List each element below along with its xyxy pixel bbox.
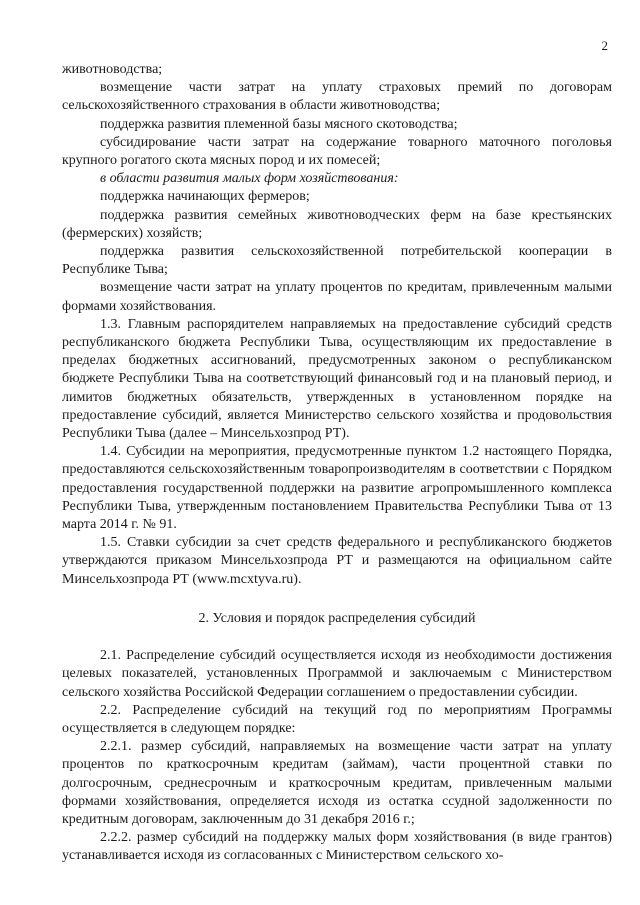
clause-2-1: 2.1. Распределение субсидий осуществляется исходя из необходимости достижения целевых показателей, установленных Программой и заключаемым с Министерством сельского хозяйства Российской Федерации соглашением о предоставлении субсидии. xyxy=(62,648,612,700)
clause-1-5: 1.5. Ставки субсидии за счет средств федерального и республиканского бюджетов утверждаются приказом Минсельхозпрода РТ и размещаются на официальном сайте Минсельхозпрода РТ (www.mcxtyva.ru). xyxy=(62,535,612,587)
clause-1-4: 1.4. Субсидии на мероприятия, предусмотренные пунктом 1.2 настоящего Порядка, предоставляются сельскохозяйственным товаропроизводителям в соответствии с Порядком предоставления государственной поддержки на развитие агропромышленного комплекса Республики Тыва, утвержденным постановлением Правительства Республики Тыва от 13 марта 2014 г. № 91. xyxy=(62,444,612,533)
clause-2-2: 2.2. Распределение субсидий на текущий год по мероприятиям Программы осуществляется в следующем порядке: xyxy=(62,702,612,736)
list-item-cooperation: поддержка развития сельскохозяйственной потребительской кооперации в Республике Тыва; xyxy=(62,244,612,278)
list-item-beginning-farmers: поддержка начинающих фермеров; xyxy=(100,189,310,205)
list-item-loan-interest: возмещение части затрат на уплату процентов по кредитам, привлеченным малыми формами хозяйствования. xyxy=(62,280,612,314)
document-body xyxy=(62,61,612,866)
clause-1-3: 1.3. Главным распорядителем направляемых на предоставление субсидий средств республиканского бюджета Республики Тыва, осуществляющим их предоставление в пределах бюджетных ассигнований, предусмотренных законом о республиканском бюджете Республики Тыва на соответствующий финансовый год и на плановый период, и лимитов бюджетных обязательств, утвержденных в установленном порядке на предоставление субсидий, является Министерство сельского хозяйства и продовольствия Республики Тыва (далее – Минсельхозпрод РТ). xyxy=(62,316,612,442)
page-number: 2 xyxy=(601,38,608,53)
list-item-family-farms: поддержка развития семейных животноводческих ферм на базе крестьянских (фермерских) хозяйств; xyxy=(62,207,612,241)
list-item-insurance-premiums: возмещение части затрат на уплату страховых премий по договорам сельскохозяйственного страхования в области животноводства; xyxy=(62,80,612,114)
paragraph-continuation: животноводства; xyxy=(62,62,163,77)
subheading-small-farms: в области развития малых форм хозяйствования: xyxy=(100,171,399,187)
clause-2-2-2: 2.2.2. размер субсидий на поддержку малых форм хозяйствования (в виде грантов) устанавливается исходя из согласованных с Министерством сельского хо- xyxy=(62,830,612,864)
clause-2-2-1: 2.2.1. размер субсидий, направляемых на возмещение части затрат на уплату процентов по краткосрочным кредитам (займам), части процентной ставки по долгосрочным, среднесрочным и краткосрочным кредитам, привлеченным малыми формами хозяйствования, определяется исходя из остатка ссудной задолженности по кредитным договорам, заключенным до 31 декабря 2016 г.; xyxy=(62,739,612,827)
list-item-breeding-base: поддержка развития племенной базы мясного скотоводства; xyxy=(100,116,458,132)
section-2-heading: 2. Условия и порядок распределения субсидий xyxy=(198,610,476,626)
list-item-cattle-subsidy: субсидирование части затрат на содержание товарного маточного поголовья крупного рогатого скота мясных пород и их помесей; xyxy=(62,134,612,169)
